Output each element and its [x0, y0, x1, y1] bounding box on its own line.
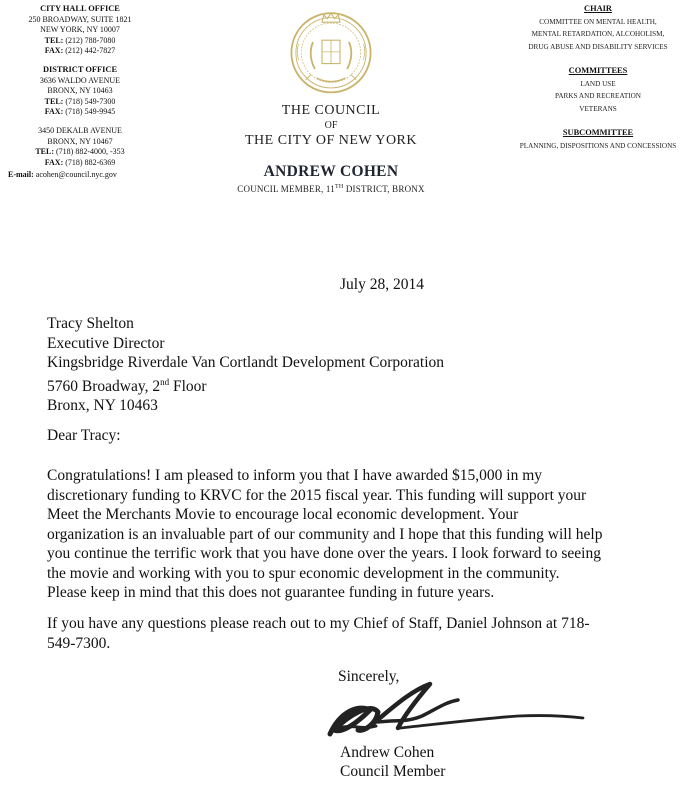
handwritten-signature: [318, 672, 588, 747]
paragraph-line: Please keep in mind that this does not guarantee funding in future years.: [47, 584, 495, 601]
committee-roles: [508, 3, 688, 164]
subcommittee-heading: SUBCOMMITTEE: [562, 128, 634, 137]
council-header: [225, 6, 437, 194]
paragraph-line: Meet the Merchants Movie to encourage local economic development. Your: [47, 506, 519, 523]
committee-item: LAND USE: [580, 79, 616, 88]
committee-item: VETERANS: [579, 104, 617, 113]
paragraph-line: you continue the terrific work that you have done over the years. I look forward to seeing: [47, 545, 601, 562]
recipient-street: 5760 Broadway, 2nd Floor: [47, 376, 207, 395]
body-paragraph-1: [47, 466, 663, 603]
email-line: E-mail: acohen@council.nyc.gov: [8, 170, 117, 180]
committee-item: PARKS AND RECREATION: [555, 92, 641, 100]
city-hall-fax: FAX: (212) 442-7827: [44, 46, 116, 56]
member-name: ANDREW COHEN: [263, 163, 399, 180]
chair-item: MENTAL RETARDATION, ALCOHOLISM,: [531, 30, 665, 38]
recipient-organization: Kingsbridge Riverdale Van Cortlandt Development Corporation: [47, 354, 445, 371]
office-addresses: [6, 4, 154, 181]
paragraph-line: organization is an invaluable part of our community and I hope that this funding will help: [47, 525, 603, 543]
subcommittee-item: PLANNING, DISPOSITIONS AND CONCESSIONS: [519, 141, 677, 150]
dekalb-office: [6, 126, 154, 168]
chair-item: COMMITTEE ON MENTAL HEALTH,: [539, 17, 657, 26]
dekalb-address-line1: 3450 DEKALB AVENUE: [38, 125, 122, 135]
council-of: OF: [324, 120, 338, 131]
recipient-address: [47, 314, 444, 416]
body-paragraph-2: [47, 614, 663, 653]
city-seal-icon: [286, 6, 376, 96]
letter-date: July 28, 2014: [340, 276, 424, 293]
signer-title: Council Member: [340, 762, 446, 780]
city-hall-heading: CITY HALL OFFICE: [40, 4, 120, 13]
district-address-line1: 3636 WALDO AVENUE: [39, 75, 121, 85]
paragraph-line: 549-7300.: [47, 634, 111, 652]
paragraph-line: If you have any questions please reach out to my Chief of Staff, Daniel Johnson at 718-: [47, 615, 590, 632]
paragraph-line: discretionary funding to KRVC for the 2015 fiscal year. This funding will support your: [47, 486, 587, 504]
salutation: Dear Tracy:: [47, 427, 121, 444]
city-hall-office: [6, 4, 154, 57]
district-fax: FAX: (718) 549-9945: [44, 107, 116, 117]
recipient-title: Executive Director: [47, 334, 165, 352]
committees-section: [508, 65, 688, 115]
recipient-name: Tracy Shelton: [47, 315, 134, 332]
city-hall-tel: TEL: (212) 788-7080: [44, 35, 116, 45]
committees-heading: COMMITTEES: [568, 66, 628, 75]
paragraph-line: the movie and working with you to spur economic development in the community.: [47, 564, 560, 582]
dekalb-address-line2: BRONX, NY 10467: [47, 136, 113, 146]
district-address-line2: BRONX, NY 10463: [47, 86, 113, 96]
recipient-city: Bronx, NY 10463: [47, 397, 158, 415]
chair-item: DRUG ABUSE AND DISABILITY SERVICES: [528, 42, 668, 51]
district-heading: DISTRICT OFFICE: [42, 64, 118, 74]
chair-heading: CHAIR: [584, 4, 612, 13]
email-link[interactable]: acohen@council.nyc.gov: [35, 170, 117, 180]
council-name-line2: THE CITY OF NEW YORK: [244, 133, 418, 148]
district-office: [6, 65, 154, 118]
paragraph-line: Congratulations! I am pleased to inform you that I have awarded $15,000 in my: [47, 467, 543, 484]
member-title: COUNCIL MEMBER, 11TH DISTRICT, BRONX: [237, 184, 425, 194]
dekalb-tel: TEL: (718) 882-4000, -353: [35, 147, 125, 157]
district-tel: TEL: (718) 549-7300: [44, 96, 116, 106]
city-hall-address-line2: NEW YORK, NY 10007: [40, 25, 120, 35]
city-hall-address-line1: 250 BROADWAY, SUITE 1821: [28, 14, 132, 24]
dekalb-fax: FAX: (718) 882-6369: [44, 157, 116, 167]
subcommittee-section: [508, 127, 688, 152]
chair-section: [508, 3, 688, 53]
closing: Sincerely,: [338, 668, 400, 685]
signer-block: [340, 744, 445, 781]
signer-name: Andrew Cohen: [340, 744, 435, 761]
council-name-line1: THE COUNCIL: [281, 103, 381, 118]
